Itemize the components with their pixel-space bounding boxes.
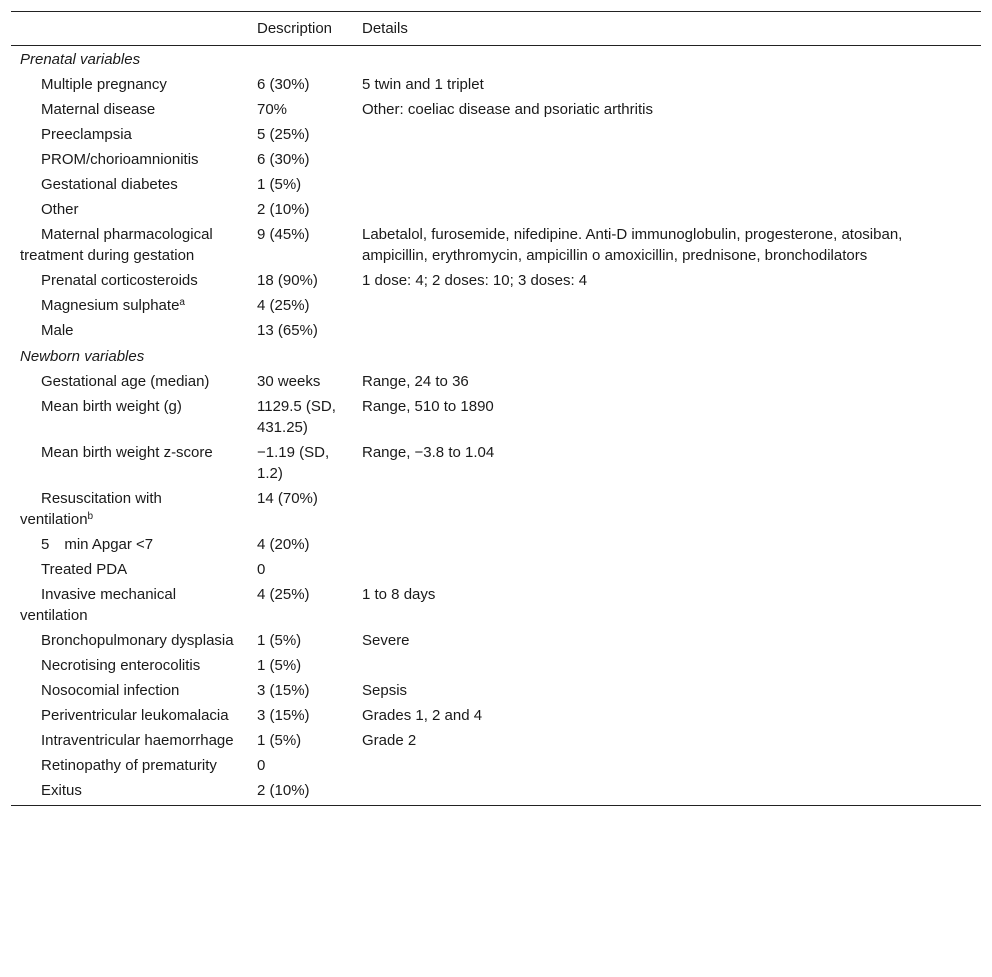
- row-description: 1 (5%): [257, 657, 302, 674]
- row-label: [11, 778, 248, 806]
- row-details: [353, 653, 981, 678]
- table-row: [11, 369, 981, 394]
- table-row: [11, 557, 981, 582]
- row-label-text: Other: [41, 201, 79, 218]
- row-details: [353, 293, 981, 318]
- row-label: [11, 197, 248, 222]
- table-row: [11, 122, 981, 147]
- row-description: 1 (5%): [257, 732, 302, 749]
- row-description: 2 (10%): [248, 778, 353, 806]
- row-label-text: Multiple pregnancy: [41, 76, 167, 93]
- row-label: [11, 486, 248, 532]
- footnote-marker: a: [179, 297, 185, 308]
- row-description: 0: [257, 561, 266, 578]
- footnote-marker: b: [87, 511, 94, 522]
- row-label-text: Prenatal corticosteroids: [41, 272, 198, 289]
- row-details: Range, −3.8 to 1.04: [362, 444, 495, 461]
- row-details: [353, 486, 981, 532]
- section-row: [11, 343, 981, 369]
- row-description: 30 weeks: [257, 373, 321, 390]
- row-label: [11, 369, 248, 394]
- row-details: Sepsis: [362, 682, 408, 699]
- row-description: 4 (25%): [257, 297, 310, 314]
- table-row: [11, 582, 981, 628]
- table-header: [11, 12, 981, 46]
- row-description: 9 (45%): [257, 226, 310, 243]
- row-description: 14 (70%): [257, 490, 318, 507]
- row-details: Other: coeliac disease and psoriatic arthritis: [362, 101, 653, 118]
- row-description: 0: [257, 757, 266, 774]
- row-label-text: Magnesium sulphate: [41, 297, 180, 314]
- row-details: [353, 557, 981, 582]
- row-label: [11, 653, 248, 678]
- table-row: [11, 678, 981, 703]
- row-label: [11, 222, 248, 268]
- row-label: [11, 557, 248, 582]
- row-label: [11, 394, 248, 440]
- row-description: 1 (5%): [257, 176, 302, 193]
- table-row: [11, 728, 981, 753]
- row-label-text: Gestational age (median): [41, 373, 210, 390]
- table-row: [11, 172, 981, 197]
- row-details: [353, 122, 981, 147]
- row-label-text: Intraventricular haemorrhage: [41, 732, 234, 749]
- table-row: [11, 72, 981, 97]
- row-details: [353, 147, 981, 172]
- row-label: [11, 147, 248, 172]
- table-row: [11, 222, 981, 268]
- header-variable: [11, 12, 248, 46]
- row-description: 6 (30%): [257, 151, 310, 168]
- row-description: 6 (30%): [257, 76, 310, 93]
- row-label-text: Mean birth weight (g): [41, 398, 182, 415]
- row-description: 13 (65%): [257, 322, 318, 339]
- table-row: [11, 440, 981, 486]
- row-label-text: Gestational diabetes: [41, 176, 178, 193]
- table-row: [11, 268, 981, 293]
- row-description: 3 (15%): [257, 707, 310, 724]
- row-details: Range, 24 to 36: [362, 373, 469, 390]
- row-label: [11, 293, 248, 318]
- table-row: [11, 653, 981, 678]
- row-details: Labetalol, furosemide, nifedipine. Anti-D immunoglobulin, progesterone, atosiban, ampicillin, erythromycin, ampicillin o amoxicillin, prednisone, bronchodilators: [362, 226, 903, 264]
- row-description: 1 (5%): [257, 632, 302, 649]
- row-label-text: Mean birth weight z-score: [41, 444, 213, 461]
- section-title: Newborn variables: [20, 348, 145, 365]
- row-details: Range, 510 to 1890: [362, 398, 494, 415]
- table-row: [11, 628, 981, 653]
- table-row: [11, 753, 981, 778]
- row-label-text: Male: [41, 322, 74, 339]
- row-label: [11, 703, 248, 728]
- row-details: [353, 172, 981, 197]
- row-description: 4 (20%): [257, 536, 310, 553]
- row-label: [11, 628, 248, 653]
- row-details: Grade 2: [362, 732, 417, 749]
- row-label-text: Maternal disease: [41, 101, 156, 118]
- section-row: [11, 46, 981, 73]
- row-label-text: Bronchopulmonary dysplasia: [41, 632, 234, 649]
- row-label-text: Treated PDA: [41, 561, 128, 578]
- table-row: [11, 293, 981, 318]
- row-label-text: Preeclampsia: [41, 126, 132, 143]
- row-label-text: Resuscitation with ventilation: [20, 490, 162, 528]
- row-details: [353, 753, 981, 778]
- row-description: 3 (15%): [257, 682, 310, 699]
- row-label: [11, 97, 248, 122]
- row-label: [11, 678, 248, 703]
- row-details: Grades 1, 2 and 4: [362, 707, 483, 724]
- row-details: [353, 778, 981, 806]
- row-label: [11, 122, 248, 147]
- row-label-text: Exitus: [41, 782, 82, 799]
- row-label: [11, 172, 248, 197]
- header-row: [11, 12, 981, 46]
- row-description: −1.19 (SD, 1.2): [257, 444, 330, 482]
- row-description: 2 (10%): [257, 201, 310, 218]
- row-details: [353, 197, 981, 222]
- row-description: 5 (25%): [257, 126, 310, 143]
- table-row: [11, 394, 981, 440]
- row-label-text: Retinopathy of prematurity: [41, 757, 217, 774]
- row-label: [11, 268, 248, 293]
- row-description: 18 (90%): [257, 272, 318, 289]
- table-row: [11, 532, 981, 557]
- row-label-text: Invasive mechanical ventilation: [20, 586, 177, 624]
- section-title: Prenatal variables: [20, 51, 141, 68]
- row-label: [11, 72, 248, 97]
- row-label-text: PROM/chorioamnionitis: [41, 151, 199, 168]
- header-description: Description: [248, 12, 353, 46]
- row-label-text: Nosocomial infection: [41, 682, 180, 699]
- row-description: 4 (25%): [257, 586, 310, 603]
- row-label: [11, 318, 248, 343]
- data-table: [11, 11, 981, 806]
- row-label-text: Maternal pharmacological treatment during gestation: [20, 226, 213, 264]
- table-body: [11, 46, 981, 806]
- table-row: [11, 197, 981, 222]
- table-row: [11, 778, 981, 806]
- row-label: [11, 440, 248, 486]
- table-row: [11, 97, 981, 122]
- row-details: [353, 318, 981, 343]
- table-row: [11, 318, 981, 343]
- row-details: 1 dose: 4; 2 doses: 10; 3 doses: 4: [362, 272, 588, 289]
- row-label: [11, 728, 248, 753]
- table-row: [11, 703, 981, 728]
- row-label-text: Necrotising enterocolitis: [41, 657, 201, 674]
- table-row: [11, 147, 981, 172]
- row-description: 1129.5 (SD, 431.25): [257, 398, 336, 436]
- table-container: [11, 11, 981, 806]
- row-details: [353, 532, 981, 557]
- row-label: [11, 753, 248, 778]
- row-details: 5 twin and 1 triplet: [362, 76, 484, 93]
- row-label: [11, 532, 248, 557]
- row-label: [11, 582, 248, 628]
- row-details: 1 to 8 days: [362, 586, 436, 603]
- row-details: Severe: [362, 632, 410, 649]
- table-row: [11, 486, 981, 532]
- row-label-text: 5 min Apgar <7: [41, 536, 154, 553]
- header-details: Details: [353, 12, 981, 46]
- row-label-text: Periventricular leukomalacia: [41, 707, 229, 724]
- row-description: 70%: [257, 101, 288, 118]
